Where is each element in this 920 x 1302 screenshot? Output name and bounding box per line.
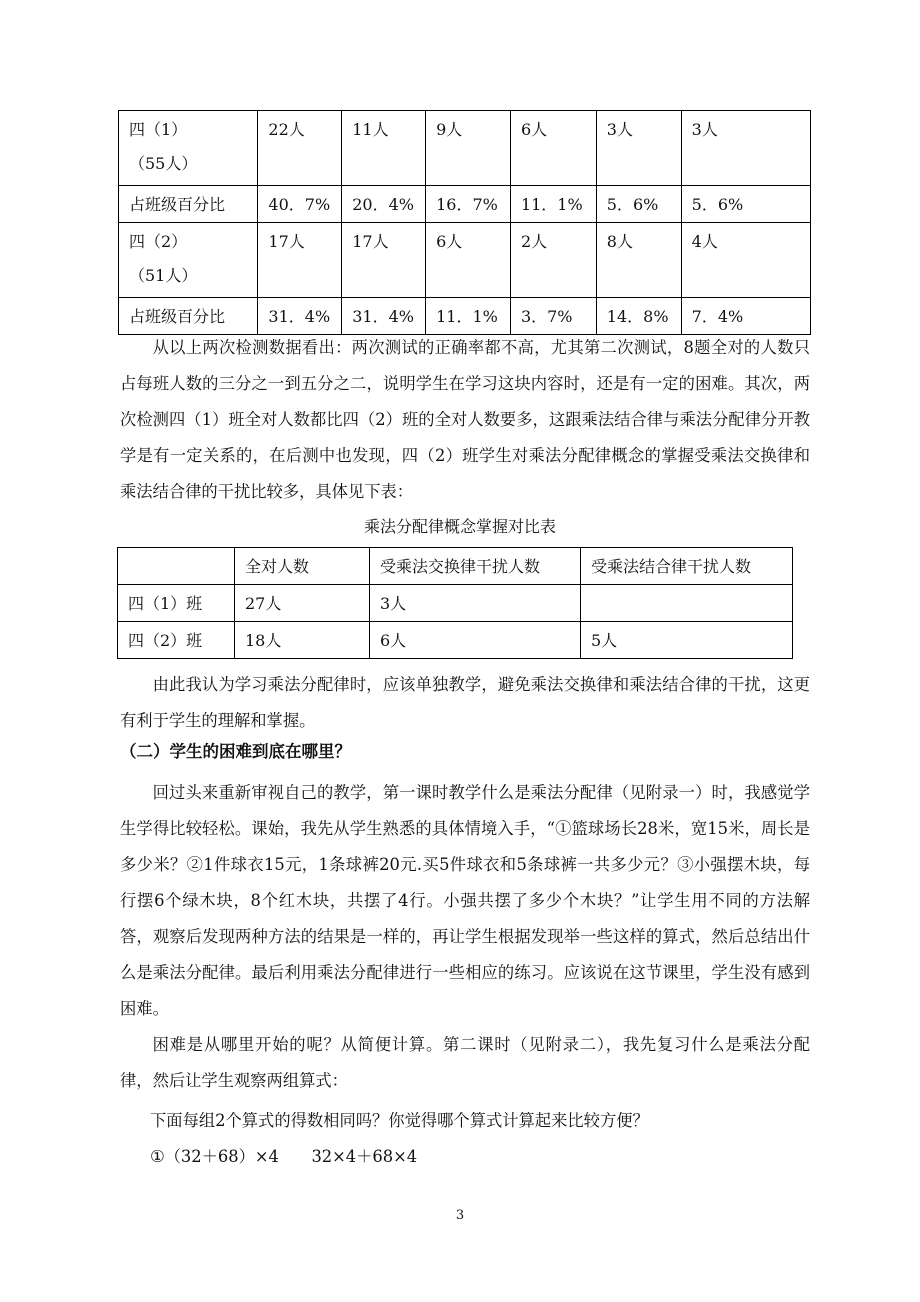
table-cell: 11人 [342, 111, 426, 186]
table-cell: 四（2）班 [118, 622, 235, 659]
review-paragraph: 回过头来重新审视自己的教学，第一课时教学什么是乘法分配律（见附录一）时，我感觉学生学得比较轻松。课始，我先从学生熟悉的具体情境入手，“①篮球场长28米，宽15米，周长是多少米？②1件球衣15元，1条球裤20元.买5件球衣和5条球裤一共多少元？③小强摆木块，每行摆6个绿木块，8个红木块，共摆了4行。小强共摆了多少个木块？”让学生用不同的方法解答，观察后发现两种方法的结果是一样的，再让学生根据发现举一些这样的算式，然后总结出什么是乘法分配律。最后利用乘法分配律进行一些相应的练习。应该说在这节课里，学生没有感到困难。 [120, 783, 810, 1018]
table-row [118, 585, 793, 622]
table-cell: 5人 [581, 622, 793, 659]
header-cell: 受乘法结合律干扰人数 [581, 548, 793, 585]
table-cell: 2人 [510, 223, 596, 298]
table-cell: 8人 [596, 223, 681, 298]
table-cell: 3人 [681, 111, 810, 186]
table-cell: 18人 [235, 622, 370, 659]
table-row [119, 298, 811, 335]
table-cell: 17人 [342, 223, 426, 298]
class-cell: 四（1） （55人） [119, 111, 258, 186]
table-cell: 14．8% [596, 298, 681, 335]
page-number: 3 [455, 1208, 465, 1223]
table-row [119, 223, 811, 298]
table-cell: 31．4% [342, 298, 426, 335]
row-label-cell: 占班级百分比 [119, 186, 258, 223]
table-cell: 22人 [258, 111, 342, 186]
table-row [118, 622, 793, 659]
table-header-row [118, 548, 793, 585]
section-heading: （二）学生的困难到底在哪里？ [120, 742, 351, 761]
table-cell: 11．1% [426, 298, 511, 335]
header-cell: 受乘法交换律干扰人数 [370, 548, 581, 585]
score-table [118, 110, 811, 335]
table-cell: 3人 [596, 111, 681, 186]
table-cell: 3．7% [510, 298, 596, 335]
table-cell: 6人 [370, 622, 581, 659]
header-cell [118, 548, 235, 585]
compare-table [117, 547, 793, 659]
formula-line: ①（32＋68）×4 32×4＋68×4 [150, 1147, 418, 1166]
table-cell: 5．6% [681, 186, 810, 223]
table-row [119, 111, 811, 186]
table-cell: 3人 [370, 585, 581, 622]
analysis-paragraph: 从以上两次检测数据看出：两次测试的正确率都不高，尤其第二次测试，8题全对的人数只占每班人数的三分之一到五分之二，说明学生在学习这块内容时，还是有一定的困难。其次，两次检测四（1）班全对人数都比四（2）班的全对人数要多，这跟乘法结合律与乘法分配律分开教学是有一定关系的，在后测中也发现，四（2）班学生对乘法分配律概念的掌握受乘法交换律和乘法结合律的干扰比较多，具体见下表： [120, 338, 810, 501]
table-cell: 16．7% [426, 186, 511, 223]
table-caption: 乘法分配律概念掌握对比表 [363, 517, 556, 536]
question-line: 下面每组2个算式的得数相同吗？你觉得哪个算式计算起来比较方便？ [150, 1111, 649, 1130]
table-cell: 20．4% [342, 186, 426, 223]
header-cell: 全对人数 [235, 548, 370, 585]
table-cell: 7．4% [681, 298, 810, 335]
table-cell: 4人 [681, 223, 810, 298]
table-cell [581, 585, 793, 622]
table-cell: 11．1% [510, 186, 596, 223]
conclusion-paragraph: 由此我认为学习乘法分配律时，应该单独教学，避免乘法交换律和乘法结合律的干扰，这更有利于学生的理解和掌握。 [120, 675, 810, 730]
table-cell: 6人 [510, 111, 596, 186]
class-cell: 四（2） （51人） [119, 223, 258, 298]
table-cell: 40．7% [258, 186, 342, 223]
table-cell: 17人 [258, 223, 342, 298]
table-cell: 5．6% [596, 186, 681, 223]
table-row [119, 186, 811, 223]
table-cell: 27人 [235, 585, 370, 622]
table-cell: 31．4% [258, 298, 342, 335]
table-cell: 四（1）班 [118, 585, 235, 622]
difficulty-paragraph: 困难是从哪里开始的呢？从简便计算。第二课时（见附录二），我先复习什么是乘法分配律，然后让学生观察两组算式： [120, 1035, 810, 1090]
table-cell: 6人 [426, 223, 511, 298]
row-label-cell: 占班级百分比 [119, 298, 258, 335]
table-cell: 9人 [426, 111, 511, 186]
